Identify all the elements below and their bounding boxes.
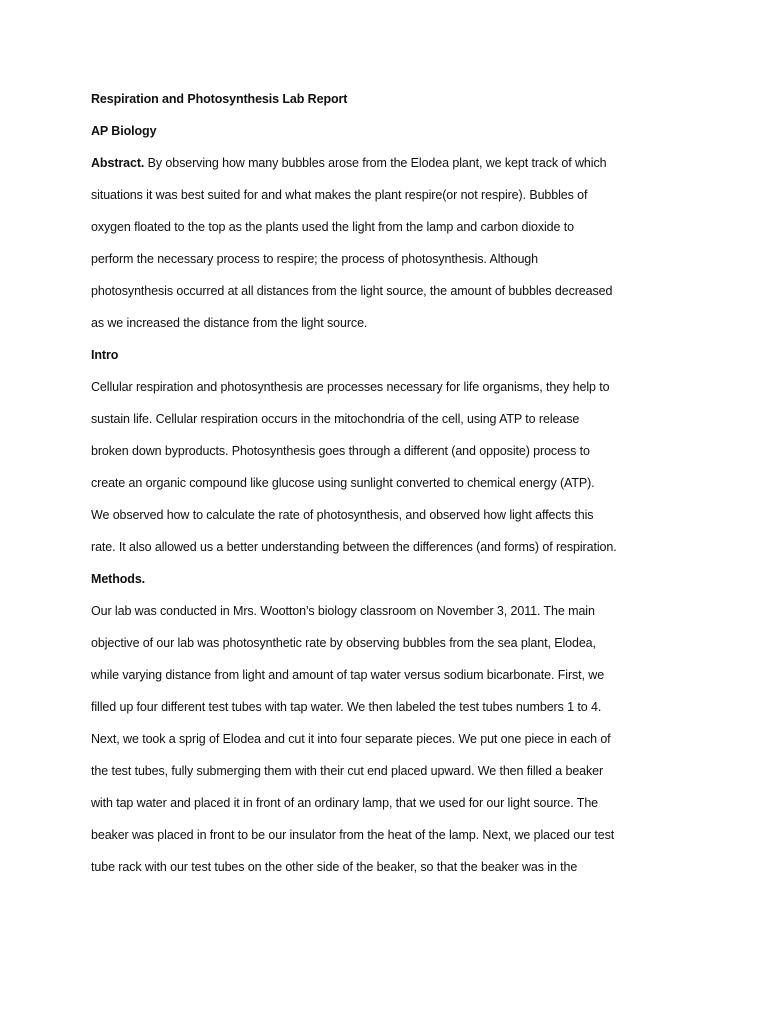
intro-line: rate. It also allowed us a better understanding between the differences (and forms) of respiration. [91, 540, 617, 554]
methods-line: Our lab was conducted in Mrs. Wootton’s biology classroom on November 3, 2011. The main [91, 604, 595, 618]
intro-line: We observed how to calculate the rate of photosynthesis, and observed how light affects this [91, 508, 594, 522]
methods-line: Next, we took a sprig of Elodea and cut it into four separate pieces. We put one piece in each of [91, 732, 611, 746]
methods-line: while varying distance from light and amount of tap water versus sodium bicarbonate. First, we [91, 668, 605, 682]
intro-line: broken down byproducts. Photosynthesis goes through a different (and opposite) process to [91, 444, 590, 458]
abstract-line: perform the necessary process to respire; the process of photosynthesis. Although [91, 252, 539, 266]
intro-heading: Intro [91, 348, 119, 362]
intro-line: create an organic compound like glucose using sunlight converted to chemical energy (ATP). [91, 476, 595, 490]
abstract-line: as we increased the distance from the light source. [91, 316, 368, 330]
methods-line: beaker was placed in front to be our insulator from the heat of the lamp. Next, we placed our test [91, 828, 615, 842]
methods-line: filled up four different test tubes with tap water. We then labeled the test tubes numbers 1 to 4. [91, 700, 602, 714]
abstract-line: photosynthesis occurred at all distances from the light source, the amount of bubbles decreased [91, 284, 613, 298]
intro-line: Cellular respiration and photosynthesis are processes necessary for life organisms, they help to [91, 380, 610, 394]
course-name: AP Biology [91, 124, 157, 138]
abstract-line: situations it was best suited for and what makes the plant respire(or not respire). Bubbles of [91, 188, 588, 202]
methods-line: objective of our lab was photosynthetic rate by observing bubbles from the sea plant, Elodea, [91, 636, 596, 650]
abstract-line [91, 153, 606, 173]
methods-line: the test tubes, fully submerging them with their cut end placed upward. We then filled a beaker [91, 764, 604, 778]
methods-line: with tap water and placed it in front of an ordinary lamp, that we used for our light source. The [91, 796, 599, 810]
document-title: Respiration and Photosynthesis Lab Report [91, 92, 348, 106]
intro-line: sustain life. Cellular respiration occurs in the mitochondria of the cell, using ATP to release [91, 412, 580, 426]
abstract-line: oxygen floated to the top as the plants used the light from the lamp and carbon dioxide to [91, 220, 574, 234]
methods-heading: Methods. [91, 572, 146, 586]
abstract-text: By observing how many bubbles arose from the Elodea plant, we kept track of which [144, 156, 607, 170]
abstract-heading: Abstract. [91, 156, 145, 170]
methods-line: tube rack with our test tubes on the other side of the beaker, so that the beaker was in the [91, 860, 578, 874]
